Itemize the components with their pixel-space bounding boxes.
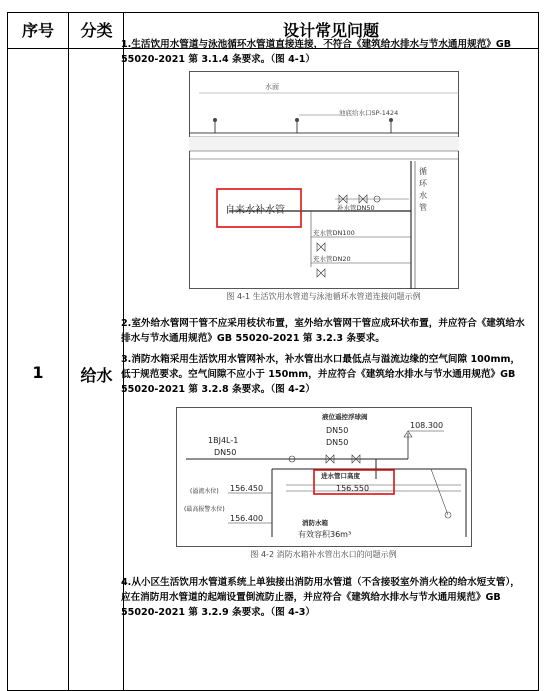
label-elev-top: 108.300 <box>409 421 443 430</box>
col-divider <box>68 13 69 690</box>
label-circ-pipe-4: 管 <box>418 203 427 212</box>
label-min-level: (最高报警水位) <box>183 506 225 513</box>
label-pipe-dn50: 补水管DN50 <box>336 204 375 212</box>
label-outlet: 进水管口高度 <box>320 472 360 480</box>
label-tap-water: 自来水补水管 <box>224 205 285 216</box>
issue-item-2: 2.室外给水管网干管不应采用枝状布置，室外给水管网干管应成环状布置，并应符合《建筑给水排水与节水通用规范》GB 55020-2021 第 3.2.3 条要求。 <box>121 318 525 344</box>
label-dn50-left: DN50 <box>213 448 236 457</box>
figure-4-1-drawing <box>189 71 459 289</box>
figure-4-2-drawing <box>176 407 472 547</box>
label-tank: 消防水箱 <box>301 519 328 527</box>
label-elev1: 156.450 <box>229 484 263 493</box>
row-category: 给水 <box>80 366 113 385</box>
label-dn50-mid: DN50 <box>325 438 348 447</box>
label-circ-pipe-2: 环 <box>418 179 427 188</box>
label-water-surface: 水面 <box>264 83 279 91</box>
header-category: 分类 <box>80 21 113 40</box>
figure-4-1-caption: 图 4-1 生活饮用水管道与泳池循环水管道连接问题示例 <box>226 292 421 301</box>
label-dn100: 充水管DN100 <box>312 229 355 237</box>
label-circ-pipe-1: 循 <box>418 167 427 176</box>
label-volume: 有效容积36m³ <box>297 530 351 539</box>
header-num: 序号 <box>21 21 54 40</box>
issue-item-3: 3.消防水箱采用生活饮用水管网补水，补水管出水口最低点与溢流边缘的空气间隙 100mm，低于规范要求。空气间隙不应小于 150mm，并应符合《建筑给水排水与节水通用规范》GB 55020-2021 第 3.2.8 条要求。（图 4-2） <box>121 354 521 395</box>
label-overflow-level: (溢流水位) <box>189 488 219 495</box>
label-pool-inlet: 池底给水口SP-1424 <box>338 109 398 117</box>
issue-item-1: 1.生活饮用水管道与泳池循环水管道直接连接，不符合《建筑给水排水与节水通用规范》GB 55020-2021 第 3.1.4 条要求。（图 4-1） <box>121 39 512 65</box>
label-dn50-top: DN50 <box>325 426 348 435</box>
figure-4-2-caption: 图 4-2 消防水箱补水管出水口的问题示例 <box>250 550 397 559</box>
figure-4-1 <box>189 71 459 289</box>
issue-item-4: 4.从小区生活饮用水管道系统上单独接出消防用水管道（不含接驳室外消火栓的给水短支管），应在消防用水管道的起端设置倒流防止器，并应符合《建筑给水排水与节水通用规范》GB 55020-2021 第 3.2.9 条要求。（图 4-3） <box>121 577 520 618</box>
issues-content <box>121 37 526 620</box>
label-outlet-elev: 156.550 <box>335 484 369 493</box>
figure-4-2 <box>176 407 472 547</box>
label-circ-pipe-3: 水 <box>418 191 427 200</box>
label-elev2: 156.400 <box>229 514 263 523</box>
label-bj: 1BJ4L-1 <box>207 436 238 445</box>
row-number: 1 <box>32 363 44 382</box>
label-float-valve: 液位遥控浮球阀 <box>321 413 367 421</box>
header-issues: 设计常见问题 <box>282 21 379 40</box>
label-dn20: 充水管DN20 <box>312 255 351 263</box>
